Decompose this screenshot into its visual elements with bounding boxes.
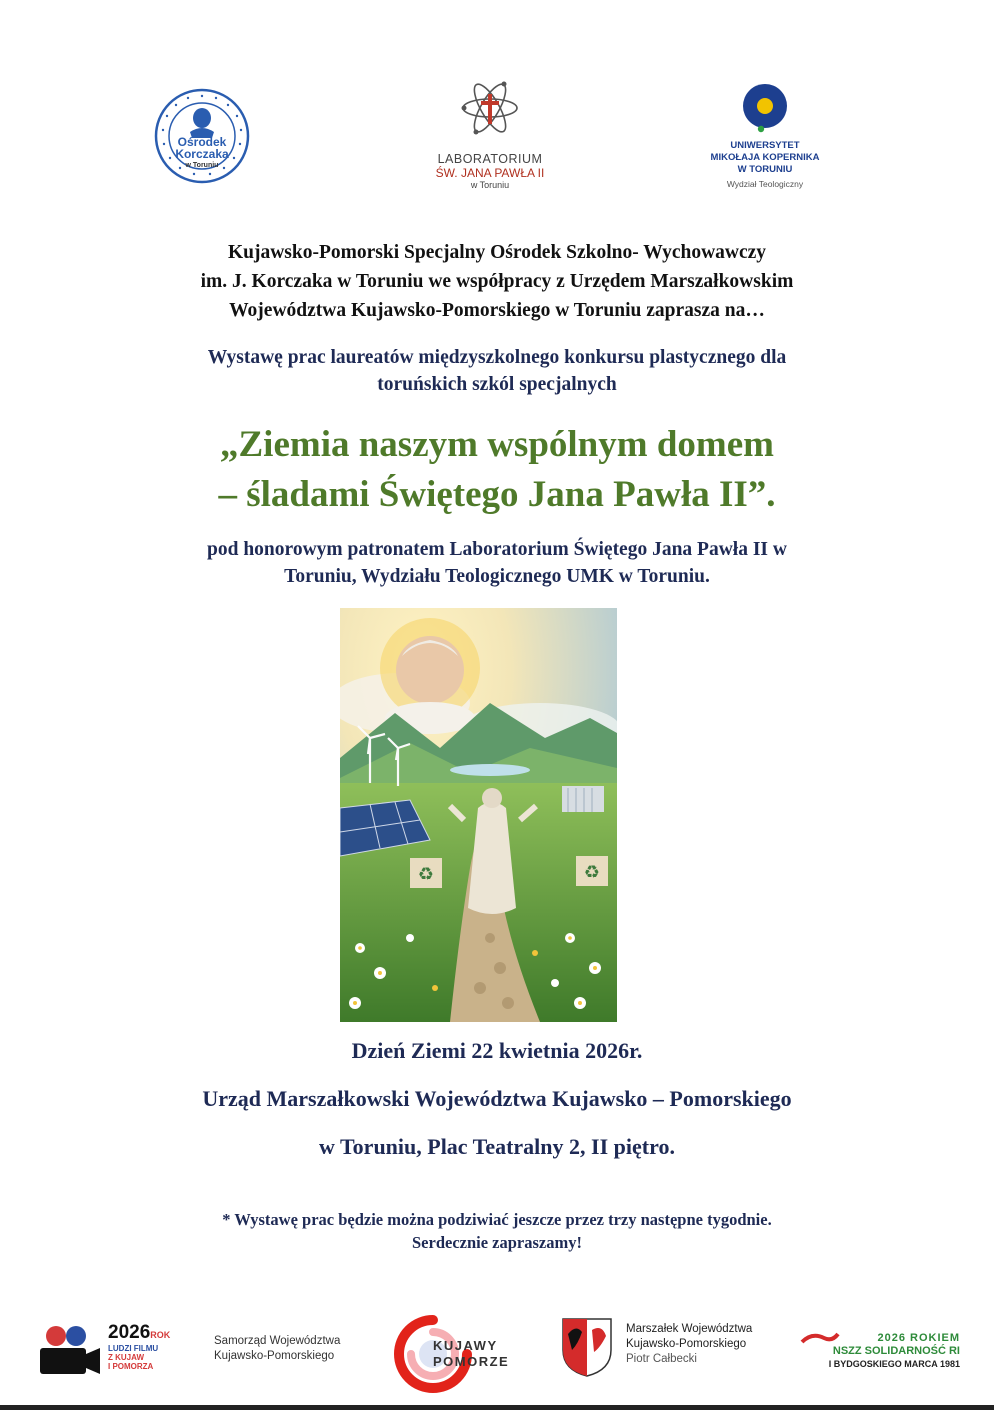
- korczak-logo-line2: Korczaka: [175, 147, 229, 161]
- exhibition-note: [60, 1208, 934, 1254]
- umk-sun-icon: [741, 84, 789, 134]
- patronage-text: [80, 536, 914, 590]
- note-line-1: * Wystawę prac będzie można podziwiać jeszcze przez trzy następne tygodnie.: [222, 1210, 772, 1229]
- patronage-line-1: pod honorowym patronatem Laboratorium Świętego Jana Pawła II w: [207, 539, 787, 560]
- title-line-2: – śladami Świętego Jana Pawła II”.: [218, 474, 776, 515]
- artwork-image: [340, 608, 617, 1022]
- event-venue-line-2: w Toruniu, Plac Teatralny 2, II piętro.: [319, 1134, 675, 1159]
- lab-logo-line3: w Toruniu: [470, 180, 510, 190]
- laboratorium-logo: [425, 76, 555, 198]
- kujawy-pomorze-logo: [393, 1314, 533, 1394]
- samorzad-line-1: Samorząd Województwa: [214, 1335, 341, 1347]
- title-line-1: „Ziemia naszym wspólnym domem: [220, 424, 774, 465]
- exhibition-title: [60, 420, 934, 520]
- exhibition-line-2: toruńskich szkól specjalnych: [377, 374, 617, 395]
- film-line-1: LUDZI FILMU: [108, 1344, 159, 1353]
- svg-text:♻: ♻: [417, 864, 435, 885]
- bottom-border: [0, 1405, 994, 1410]
- umk-logo-line2: MIKOŁAJA KOPERNIKA: [710, 152, 820, 163]
- samorzad-logo: [214, 1334, 374, 1364]
- event-venue-line-1: Urząd Marszałkowski Województwa Kujawsko – Pomorskiego: [202, 1086, 792, 1111]
- intro-line-2: im. J. Korczaka w Toruniu we współpracy z Urzędem Marszałkowskim: [200, 271, 794, 292]
- film-line-2: Z KUJAW: [108, 1353, 144, 1362]
- exhibition-line-1: Wystawę prac laureatów międzyszkolnego konkursu plastycznego dla: [207, 347, 787, 368]
- korczak-logo-line3: w Toruniu: [185, 162, 219, 169]
- intro-line-3: Województwa Kujawsko-Pomorskiego w Toruniu zaprasza na…: [229, 300, 765, 321]
- film-camera-icon: [34, 1324, 102, 1378]
- film-line-3: I POMORZA: [108, 1362, 154, 1371]
- lab-logo-line2: ŚW. JANA PAWŁA II: [435, 166, 545, 180]
- marszalek-line-3: Piotr Całbecki: [626, 1353, 697, 1365]
- atom-cross-icon: [460, 76, 520, 140]
- umk-logo-line1: UNIWERSYTET: [730, 140, 800, 151]
- film-year: 2026: [108, 1322, 151, 1343]
- korczak-center-logo: [154, 88, 250, 184]
- umk-logo-line3: W TORUNIU: [737, 164, 793, 175]
- umk-logo-line4: Wydział Teologiczny: [726, 179, 804, 189]
- korczak-logo-line1: Ośrodek: [177, 135, 227, 149]
- intro-paragraph: [60, 238, 934, 325]
- marszalek-line-1: Marszałek Województwa: [626, 1323, 753, 1335]
- patronage-line-2: Toruniu, Wydziału Teologicznego UMK w Toruniu.: [284, 566, 710, 587]
- umk-logo: [695, 84, 835, 194]
- kujawy-line-2: POMORZE: [433, 1354, 510, 1369]
- event-date: Dzień Ziemi 22 kwietnia 2026r.: [351, 1038, 643, 1063]
- solid-line-2: NSZZ SOLIDARNOŚĆ RI: [832, 1345, 960, 1357]
- exhibition-description: [80, 344, 914, 398]
- coat-of-arms-icon: [560, 1316, 614, 1378]
- solidarnosc-logo: [800, 1330, 960, 1380]
- film-year-logo: [34, 1320, 194, 1382]
- painting-illustration: [340, 608, 617, 1022]
- svg-text:♻: ♻: [583, 862, 601, 883]
- lab-logo-line1: LABORATORIUM: [437, 152, 543, 166]
- solid-line-1: 2026 ROKIEM: [877, 1332, 960, 1344]
- note-line-2: Serdecznie zapraszamy!: [412, 1233, 582, 1252]
- samorzad-line-2: Kujawsko-Pomorskiego: [214, 1350, 335, 1362]
- film-rok: ROK: [150, 1330, 171, 1340]
- solid-line-3: I BYDGOSKIEGO MARCA 1981: [828, 1359, 960, 1369]
- intro-line-1: Kujawsko-Pomorski Specjalny Ośrodek Szkolno- Wychowawczy: [227, 242, 767, 263]
- kujawy-line-1: KUJAWY: [433, 1338, 498, 1353]
- marszalek-line-2: Kujawsko-Pomorskiego: [626, 1338, 747, 1350]
- marszalek-logo: [560, 1314, 780, 1384]
